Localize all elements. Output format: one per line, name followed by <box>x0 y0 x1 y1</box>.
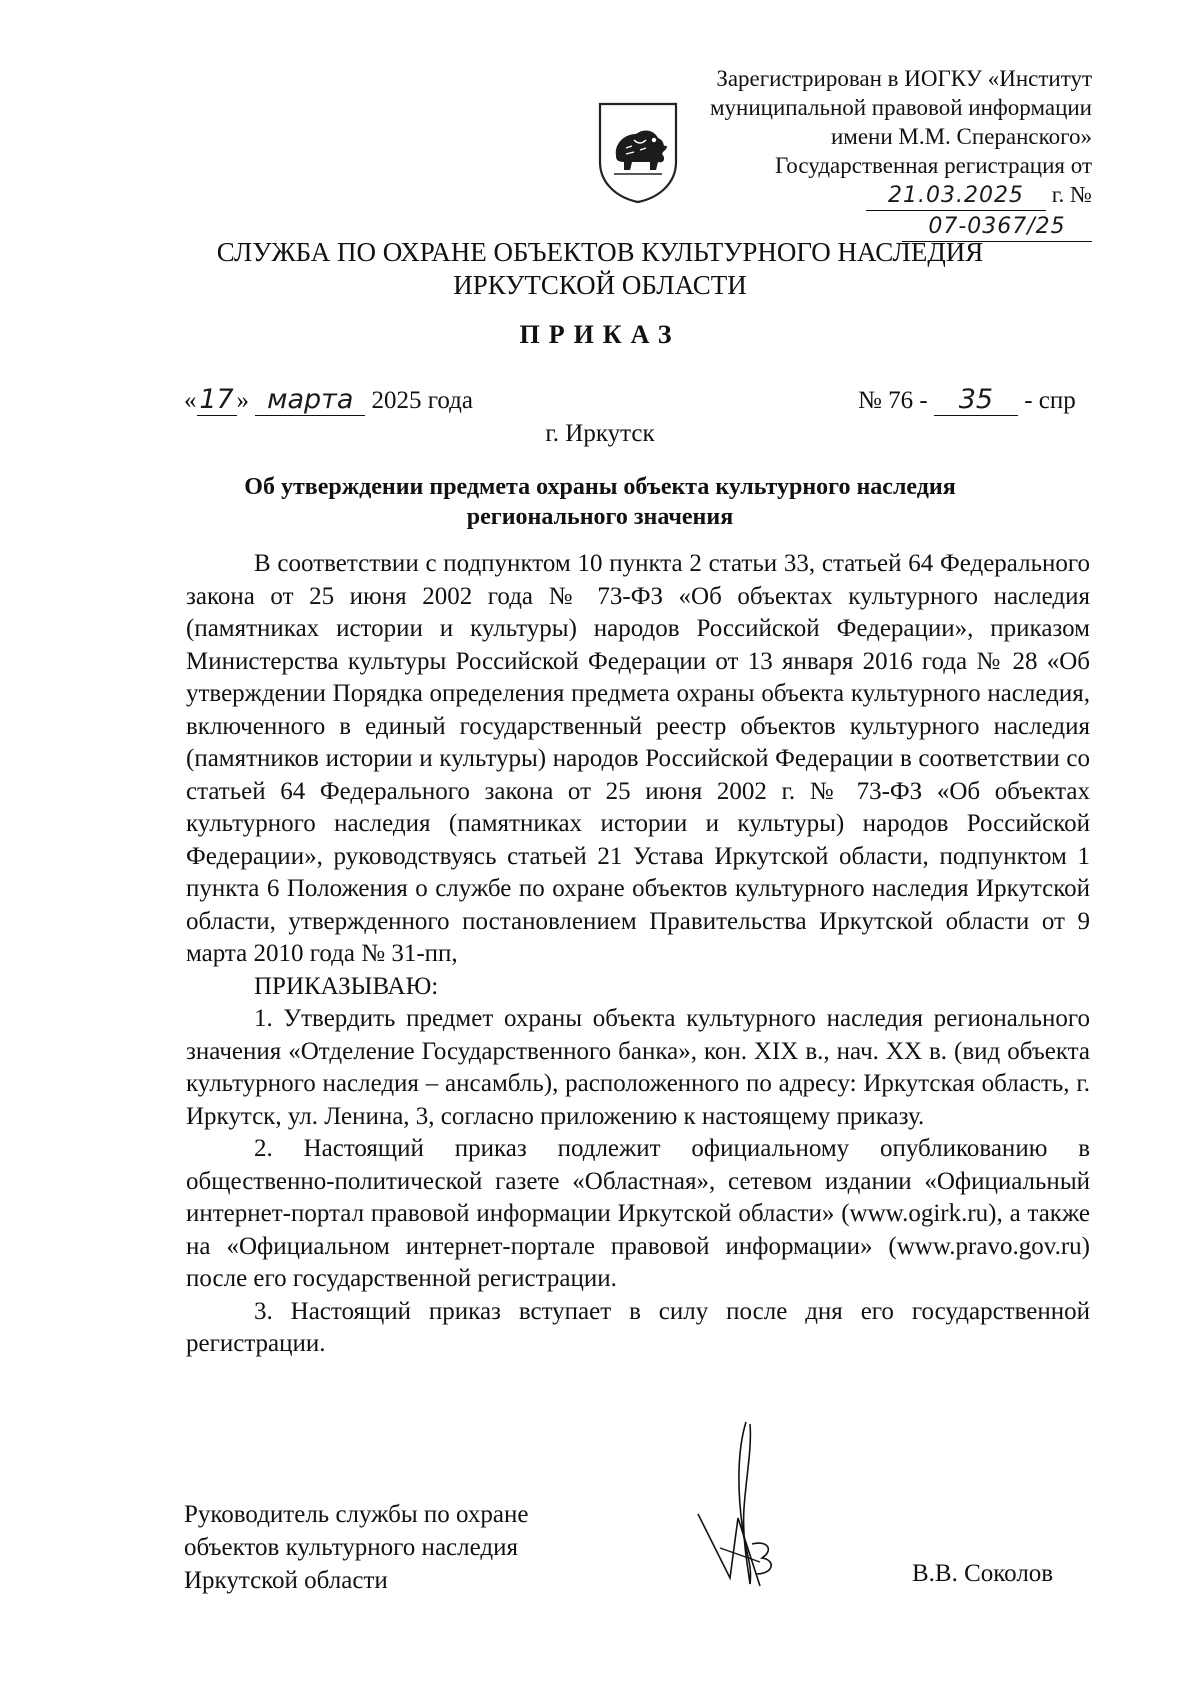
agency-name <box>0 236 1200 302</box>
registration-line-4: Государственная регистрация от <box>775 153 1092 178</box>
order-item-3: 3. Настоящий приказ вступает в силу после дня его государственной регистрации. <box>186 1297 1090 1357</box>
registration-line-1: Зарегистрирован в ИОГКУ «Институт <box>716 66 1092 91</box>
document-body <box>186 548 1090 1361</box>
signer-position <box>184 1498 528 1597</box>
order-item-2: 2. Настоящий приказ подлежит официальному опубликованию в общественно-политической газете «Областная», сетевом издании «Официальный интернет-портал правовой информации Иркутской области» (www.ogirk.ru), а также на «Официальном интернет-портале правовой информации» (www.pravo.gov.ru) после его государственной регистрации. <box>186 1135 1090 1292</box>
preamble-paragraph: В соответствии с подпунктом 10 пункта 2 статьи 33, статьей 64 Федерального закона от 25 июня 2002 года № 73-ФЗ «Об объектах культурного наследия (памятниках истории и культуры) народов Российской Федерации», приказом Министерства культуры Российской Федерации от 13 января 2016 года № 28 «Об утверждении Порядка определения предмета охраны объекта культурного наследия, включенного в единый государственный реестр объектов культурного наследия (памятников истории и культуры) народов Российской Федерации в соответствии со статьей 64 Федерального закона от 25 июня 2002 г. № 73-ФЗ «Об объектах культурного наследия (памятниках истории и культуры) народов Российской Федерации», руководствуясь статьей 21 Устава Иркутской области, подпунктом 1 пункта 6 Положения о службе по охране объектов культурного наследия Иркутской области, утвержденного постановлением Правительства Иркутской области от 9 марта 2010 года № 31-пп, <box>186 550 1090 967</box>
signer-position-line-2: объектов культурного наследия <box>184 1534 518 1561</box>
city: г. Иркутск <box>545 420 655 447</box>
document-type: ПРИКАЗ <box>519 320 681 349</box>
document-subject <box>200 472 1000 532</box>
date-year: 2025 года <box>371 387 473 414</box>
date-open-quote: « <box>184 387 197 414</box>
date-day: 17 <box>197 384 237 416</box>
registration-line-2: муниципальной правовой информации <box>709 95 1092 120</box>
agency-name-line-1: СЛУЖБА ПО ОХРАНЕ ОБЪЕКТОВ КУЛЬТУРНОГО НАСЛЕДИЯ <box>216 237 984 267</box>
coat-of-arms-icon <box>596 100 680 204</box>
order-item-1: 1. Утвердить предмет охраны объекта культурного наследия регионального значения «Отделение Государственного банка», кон. XIX в., нач. XX в. (вид объекта культурного наследия – ансамбль), расположенного по адресу: Иркутская область, г. Иркутск, ул. Ленина, 3, согласно приложению к настоящему приказу. <box>186 1005 1090 1130</box>
signer-name: В.В. Соколов <box>912 1560 1054 1587</box>
date-close-quote: » <box>236 387 249 414</box>
order-date <box>184 384 473 416</box>
order-number-prefix: № 76 - <box>858 387 928 414</box>
registration-number: 07-0367/25 <box>902 212 1092 242</box>
registration-number-label: г. № <box>1051 182 1092 207</box>
signer-position-line-1: Руководитель службы по охране <box>184 1501 529 1528</box>
handwritten-signature <box>690 1418 800 1598</box>
date-month: марта <box>255 384 365 416</box>
agency-name-line-2: ИРКУТСКОЙ ОБЛАСТИ <box>453 270 747 300</box>
signer-position-line-3: Иркутской области <box>184 1567 388 1594</box>
registration-line-5 <box>690 180 1092 242</box>
registration-block <box>690 64 1092 242</box>
order-word: ПРИКАЗЫВАЮ: <box>254 972 439 1000</box>
registration-date: 21.03.2025 <box>866 181 1046 211</box>
order-number <box>858 384 1076 416</box>
order-number-suffix: - спр <box>1024 387 1076 414</box>
subject-line-2: регионального значения <box>466 504 734 530</box>
order-number-value: 35 <box>934 384 1018 416</box>
subject-line-1: Об утверждении предмета охраны объекта культурного наследия <box>244 474 956 500</box>
registration-line-3: имени М.М. Сперанского» <box>830 124 1092 149</box>
